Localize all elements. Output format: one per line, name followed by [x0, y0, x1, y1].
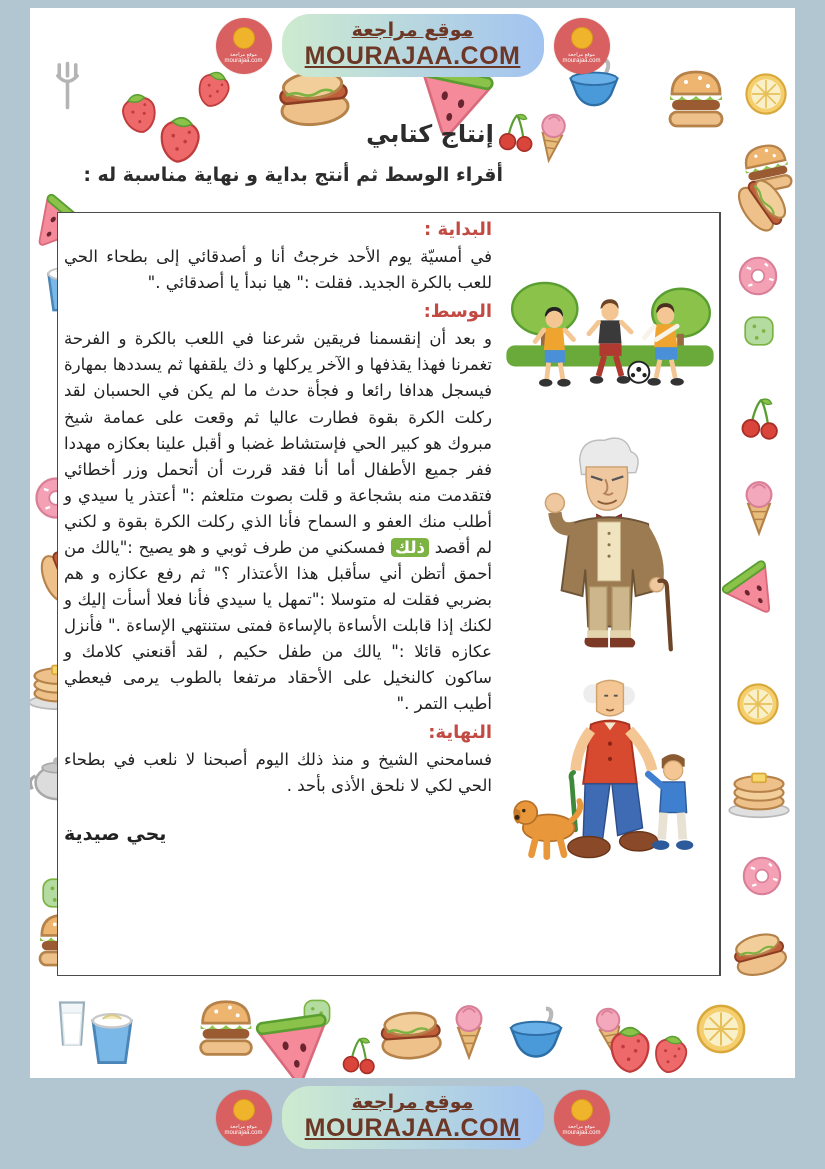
pancakes-icon: [724, 756, 794, 826]
cherries-icon: [734, 392, 786, 444]
header-brand-bar: [30, 14, 795, 77]
footer-brand-bar: [0, 1086, 825, 1149]
lemon-slice-icon: [730, 676, 786, 732]
section-label-ending: النهاية:: [428, 722, 492, 744]
section-label-middle: الوسط:: [423, 301, 492, 323]
mourajaa-logo-icon: [571, 1099, 593, 1121]
donut-icon: [734, 848, 790, 904]
illustration-column: [500, 213, 720, 975]
site-domain-link[interactable]: MOURAJAA.COM: [304, 1113, 521, 1142]
mourajaa-logo-icon: [571, 27, 593, 49]
ice-cream-icon: [728, 476, 790, 538]
beginning-paragraph: في أمسيّة يوم الأحد خرجتُ أنا و أصدقائي إلى بطحاء الحي للعب بالكرة الجديد. فقلت :" هيا نبدأ يا أصدقائي .": [64, 247, 492, 293]
old-man-with-boy-and-dog-illustration: [504, 667, 716, 893]
mourajaa-logo-icon: [233, 1099, 255, 1121]
mourajaa-logo-badge: [554, 1090, 610, 1146]
middle-text-part2: فمسكني من طرف ثوبي و هو يصيح :"يالك من أحمق أتظن أني سأقبل هذا الأعتذار ؟" ثم رفع عكازه و هم بضربي فقلت له متوسلا :"تمهل يا سيدي فأنا فعلا أسأت إليك و لكنك إذا قابلت الأساءة بالإساءة فمتى ستنتهي الإساءة ." فأنزل عكازه قائلا :" يالك من طفل حكيم , لقد أقنعني كلامك و ساكون كالنخيل على الأحقاد مرتفعا بالطوب يرمى فيعطي أطيب التمر .": [64, 537, 492, 714]
watermelon-icon: [712, 550, 795, 636]
author-signature: يحي صيدية: [64, 823, 167, 846]
page-title: إنتاج كتابي: [366, 120, 494, 148]
angry-old-man-illustration: [510, 427, 710, 655]
instruction-text: أقراء الوسط ثم أنتج بداية و نهاية مناسبة له :: [83, 164, 503, 186]
badge-domain: mourajaa.com: [224, 57, 263, 64]
badge-site-name: موقع مراجعة: [568, 51, 595, 58]
badge-domain: mourajaa.com: [562, 1129, 601, 1136]
site-banner: [282, 1086, 544, 1149]
badge-domain: mourajaa.com: [224, 1129, 263, 1136]
donut-icon: [730, 248, 786, 304]
badge-site-name: موقع مراجعة: [230, 1123, 257, 1130]
highlighted-word: ذلك: [391, 538, 429, 557]
paper: [30, 8, 795, 1078]
site-domain-link[interactable]: MOURAJAA.COM: [304, 41, 521, 70]
middle-paragraph: [64, 326, 492, 717]
site-name-arabic[interactable]: موقع مراجعة: [351, 19, 474, 41]
badge-site-name: موقع مراجعة: [230, 51, 257, 58]
bowl-icon: [488, 1002, 584, 1068]
ending-paragraph: فسامحني الشيخ و منذ ذلك اليوم أصبحنا لا نلعب في بطحاء الحي لكي لا نلحق الأذى بأحد .: [64, 750, 492, 796]
composition-table: [57, 212, 721, 976]
mourajaa-logo-badge: [216, 1090, 272, 1146]
watermelon-icon: [246, 1002, 343, 1078]
mourajaa-logo-icon: [233, 27, 255, 49]
mourajaa-logo-badge: [554, 18, 610, 74]
strawberry-icon: [148, 106, 211, 169]
lemon-slice-icon: [688, 996, 754, 1062]
site-name-arabic[interactable]: موقع مراجعة: [351, 1091, 474, 1113]
cookie-icon: [736, 308, 782, 354]
yogurt-cup-icon: [74, 998, 150, 1074]
composition-text-column: [58, 213, 500, 975]
badge-site-name: موقع مراجعة: [568, 1123, 595, 1130]
badge-domain: mourajaa.com: [562, 57, 601, 64]
middle-text-part1: و بعد أن إنقسمنا فريقين شرعنا في اللعب بالكرة و الفرحة تغمرنا فهذا يقذفها و الآخر يركلها و ذك يلقفها ثم يسددها بمهارة فيسجل هدافا رائعا و فجأة حدث ما لم يكن في الحسبان لقد ركلت الكرة بقوة فطارت عاليا ثم وقعت على عمامة شيخ مبروك هو كبير الحي فإستشاط غضبا و أقبل علينا بعكازه مهددا ففر جميع الأطفال أما أنا فقد قررت أن أتحمل وزر أخطائي فتقدمت منه بشجاعة و قلت بصوت متلعثم :" أعتذر يا سيدي و أطلب منك العفو و السماح فأنا الذي ركلت الكرة بقوة و لكني لم أقصد: [64, 329, 492, 557]
children-playing-football-illustration: [504, 259, 716, 401]
section-label-beginning: البداية :: [424, 219, 492, 240]
mourajaa-logo-badge: [216, 18, 272, 74]
site-banner: [282, 14, 544, 77]
hotdog-icon: [710, 916, 795, 995]
